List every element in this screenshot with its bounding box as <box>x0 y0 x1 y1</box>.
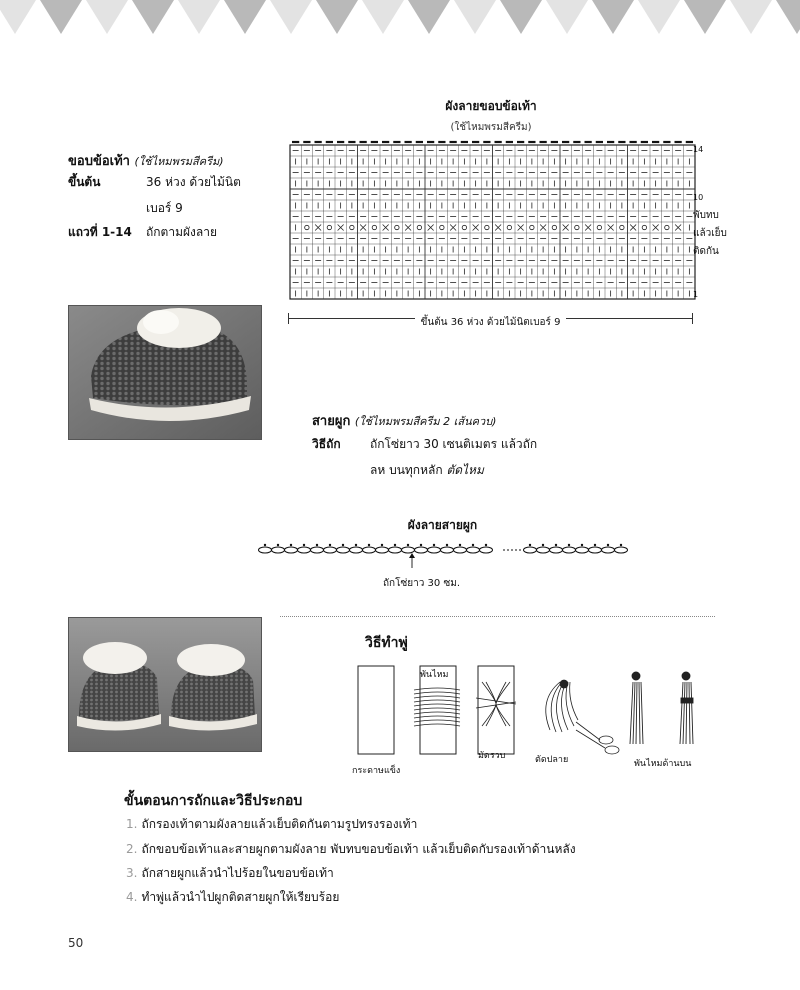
ankle-row-value: เบอร์ 9 <box>146 201 183 215</box>
strap-method-row2 <box>370 461 484 480</box>
fold-note <box>693 207 727 261</box>
bunting-flag <box>776 0 800 34</box>
pompom-label-wrap: พันไหม <box>420 670 449 680</box>
ankle-row-3 <box>68 223 217 242</box>
strap-note: (ใช้ไหมพรมสีครีม 2 เส้นควบ) <box>354 415 497 428</box>
step-number: 2. <box>126 842 138 856</box>
strap-chart-caption: ถักโซ่ยาว 30 ซม. <box>383 578 460 589</box>
step-item <box>126 888 339 907</box>
bunting-flag <box>86 0 128 34</box>
grid-lines <box>290 145 695 299</box>
ankle-row-value: 36 ห่วง ด้วยไม้นิต <box>146 175 241 189</box>
cast-on-caption: ขึ้นต้น 36 ห่วง ด้วยไม้นิตเบอร์ 9 <box>415 317 567 328</box>
pompom-label-card: กระดาษแข็ง <box>352 766 401 776</box>
strap-method-row <box>312 435 612 454</box>
pompom-label-cut: ตัดปลาย <box>535 755 569 765</box>
ankle-row-value: ถักตามผังลาย <box>146 225 217 239</box>
bunting-flag <box>454 0 496 34</box>
ankle-chart-subtitle: (ใช้ไหมพรมสีครีม) <box>450 122 532 133</box>
strap-method-label: วิธีถัก <box>312 437 341 451</box>
bootie-photo-single <box>68 305 262 440</box>
bunting-flag <box>500 0 542 34</box>
bunting-flag <box>638 0 680 34</box>
bootie-pair-image <box>69 618 261 751</box>
step-item <box>126 815 417 834</box>
ankle-chart-title: ผังลายขอบข้อเท้า <box>445 99 537 113</box>
bunting-flag <box>40 0 82 34</box>
step-number: 4. <box>126 890 138 904</box>
step-number: 3. <box>126 866 138 880</box>
strap-title: สายผูก <box>312 414 351 429</box>
ankle-row-label: แถวที่ 1-14 <box>68 225 132 239</box>
ankle-row-1 <box>68 173 241 192</box>
bunting-flag <box>592 0 634 34</box>
step-item <box>126 864 334 883</box>
bunting-flag <box>178 0 220 34</box>
fold-note-line: แล้วเย็บ <box>693 228 727 239</box>
bunting-flag <box>546 0 588 34</box>
ankle-title: ขอบข้อเท้า <box>68 154 130 169</box>
strap-method-line2b: ตัดไหม <box>446 463 484 477</box>
row-label-14: 14 <box>693 145 704 154</box>
bunting-flag <box>408 0 450 34</box>
pompom-label-tie: มัดรวบ <box>478 751 506 761</box>
pompom-label-bind: พันไหมด้านบน <box>634 759 692 769</box>
step-text: ถักสายผูกแล้วนำไปร้อยในขอบข้อเท้า <box>141 866 334 880</box>
step-number: 1. <box>126 817 138 831</box>
ankle-row-label: ขึ้นต้น <box>68 175 101 189</box>
step-text: ทำพู่แล้วนำไปผูกติดสายผูกให้เรียบร้อย <box>141 890 340 904</box>
strap-section-title <box>312 410 496 431</box>
page-number: 50 <box>68 936 84 950</box>
fold-note-line: ติดกัน <box>693 246 719 257</box>
step-text: ถักรองเท้าตามผังลายแล้วเย็บติดกันตามรูปทรงรองเท้า <box>141 817 418 831</box>
row-label-10: 10 <box>693 193 704 202</box>
step-item <box>126 840 576 859</box>
section-divider <box>280 616 715 617</box>
bunting-flag <box>132 0 174 34</box>
bunting-decoration <box>0 0 800 40</box>
bunting-flag <box>362 0 404 34</box>
strap-method-line2a: ลห บนทุกหลัก <box>370 463 443 477</box>
ankle-section-title <box>68 150 224 171</box>
strap-chart-title: ผังลายสายผูก <box>407 518 478 532</box>
strap-chain-chart <box>255 540 630 570</box>
ankle-stitch-chart <box>285 138 735 333</box>
bunting-flag <box>730 0 772 34</box>
cast-on-measure <box>288 310 693 326</box>
bunting-flag <box>0 0 36 34</box>
strap-method-line1: ถักโซ่ยาว 30 เซนติเมตร แล้วถัก <box>370 437 538 451</box>
bootie-photo-pair <box>68 617 262 752</box>
bunting-flag <box>270 0 312 34</box>
bunting-flag <box>224 0 266 34</box>
ankle-note: (ใช้ไหมพรมสีครีม) <box>134 155 224 168</box>
pompom-title: วิธีทำพู่ <box>365 635 408 651</box>
bootie-photo-image <box>69 306 261 439</box>
chain-stitches <box>259 544 628 553</box>
bunting-flag <box>684 0 726 34</box>
row-label-1: 1 <box>693 290 699 299</box>
steps-title: ขั้นตอนการถักและวิธีประกอบ <box>124 793 303 809</box>
fold-note-line: พับทบ <box>693 210 719 221</box>
step-text: ถักขอบข้อเท้าและสายผูกตามผังลาย พับทบขอบข้อเท้า แล้วเย็บติดกับรองเท้าด้านหลัง <box>141 842 576 856</box>
bunting-flag <box>316 0 358 34</box>
